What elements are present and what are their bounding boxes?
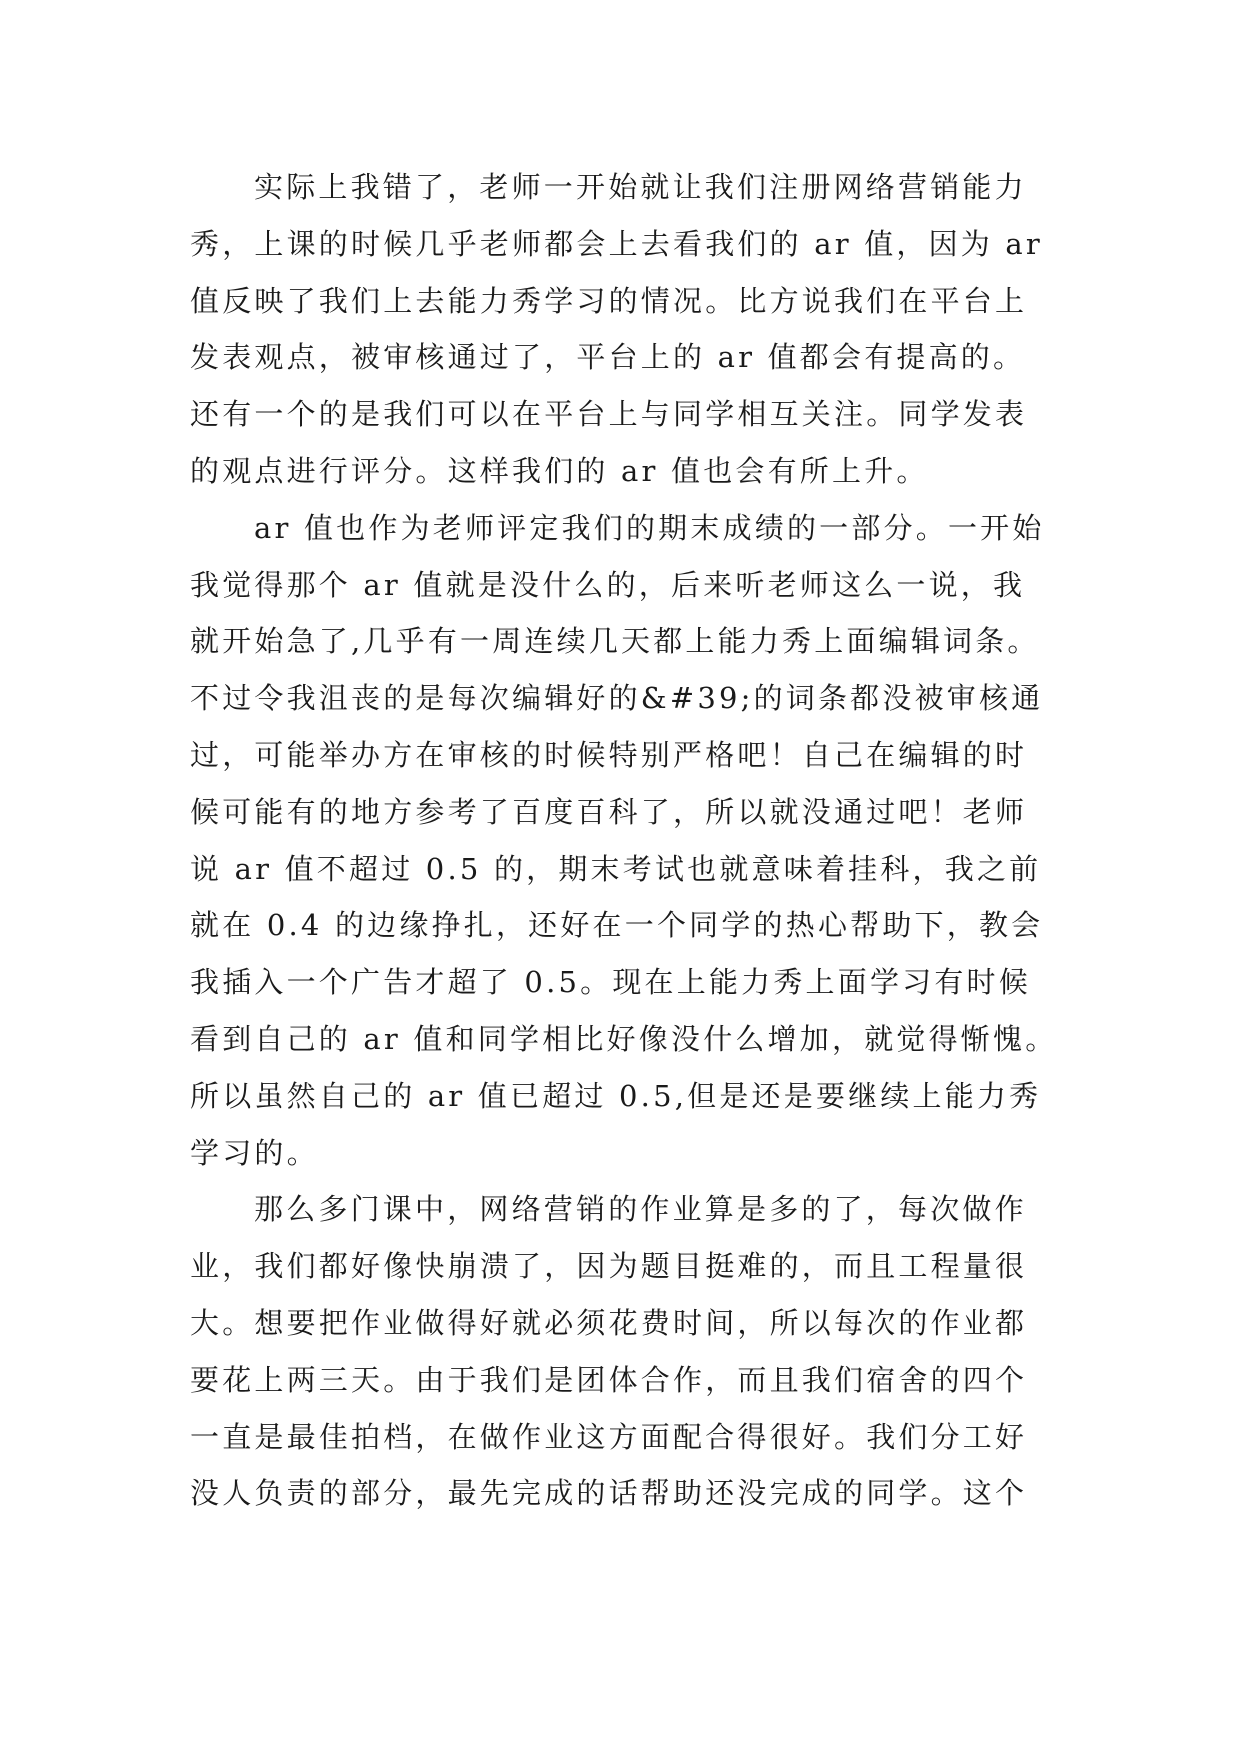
text-line: 就在 0.4 的边缘挣扎，还好在一个同学的热心帮助下，教会: [190, 908, 1044, 943]
text-line: 我插入一个广告才超了 0.5。现在上能力秀上面学习有时候: [190, 965, 1031, 1000]
text-line: 发表观点，被审核通过了，平台上的 ar 值都会有提高的。: [190, 340, 1026, 375]
text-line: 一直是最佳拍档，在做作业这方面配合得很好。我们分工好: [190, 1419, 1028, 1454]
text-line: 业，我们都好像快崩溃了，因为题目挺难的，而且工程量很: [190, 1249, 1028, 1284]
text-line: 还有一个的是我们可以在平台上与同学相互关注。同学发表: [190, 397, 1028, 432]
text-line: 秀，上课的时候几乎老师都会上去看我们的 ar 值，因为 ar: [190, 226, 1043, 261]
paragraph-2: [190, 500, 1058, 1182]
text-line: 没人负责的部分，最先完成的话帮助还没完成的同学。这个: [190, 1476, 1028, 1511]
text-line: 值反映了我们上去能力秀学习的情况。比方说我们在平台上: [190, 283, 1028, 318]
text-line: 就开始急了,几乎有一周连续几天都上能力秀上面编辑词条。: [190, 624, 1040, 659]
paragraph-3: [190, 1181, 1054, 1522]
text-line: 我觉得那个 ar 值就是没什么的，后来听老师这么一说，我: [190, 567, 1026, 602]
document-body: [190, 159, 1058, 1522]
text-line: 要花上两三天。由于我们是团体合作，而且我们宿舍的四个: [190, 1362, 1028, 1397]
text-line: 那么多门课中，网络营销的作业算是多的了，每次做作: [254, 1192, 1027, 1227]
paragraph-1: [190, 159, 1054, 500]
text-line: 不过令我沮丧的是每次编辑好的&#39;的词条都没被审核通: [190, 681, 1044, 716]
text-line: 看到自己的 ar 值和同学相比好像没什么增加，就觉得惭愧。: [190, 1021, 1058, 1056]
text-line: 候可能有的地方参考了百度百科了，所以就没通过吧！老师: [190, 794, 1028, 829]
text-line: ar 值也作为老师评定我们的期末成绩的一部分。一开始: [254, 510, 1045, 545]
text-line: 学习的。: [190, 1135, 319, 1170]
text-line: 过，可能举办方在审核的时候特别严格吧！自己在编辑的时: [190, 737, 1028, 772]
text-line: 说 ar 值不超过 0.5 的，期末考试也就意味着挂科，我之前: [190, 851, 1042, 886]
text-line: 大。想要把作业做得好就必须花费时间，所以每次的作业都: [190, 1305, 1028, 1340]
text-line: 所以虽然自己的 ar 值已超过 0.5,但是还是要继续上能力秀: [190, 1078, 1042, 1113]
text-line: 实际上我错了，老师一开始就让我们注册网络营销能力: [254, 170, 1027, 204]
text-line: 的观点进行评分。这样我们的 ar 值也会有所上升。: [190, 453, 929, 488]
